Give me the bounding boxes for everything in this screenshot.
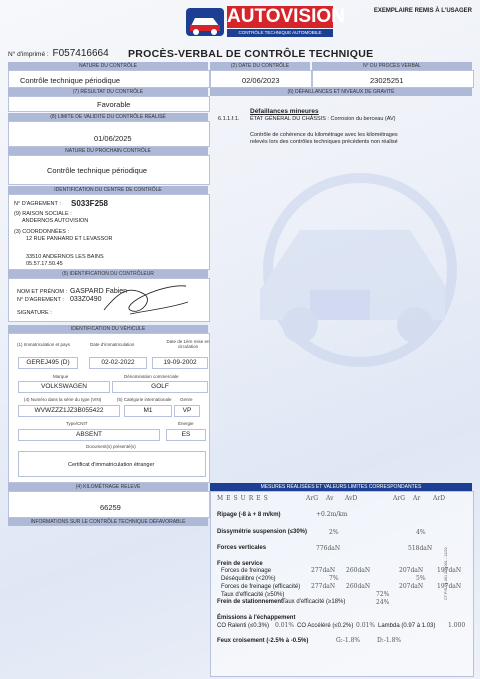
feux-label: Feux croisement (-2.5% à -0.5%) — [217, 638, 309, 644]
brand-logo — [185, 4, 345, 40]
forces-eff-3: 207daN — [399, 583, 424, 590]
denom-value: GOLF — [112, 381, 208, 393]
km-value: 66259 — [100, 503, 121, 512]
pv-value: 23025251 — [370, 76, 404, 85]
col-arg2: ArG — [393, 495, 405, 502]
controller-name-value: GASPARD Fabien — [70, 288, 128, 295]
centre-phone: 05.57.17.50.45 — [26, 261, 63, 267]
forces-av: 776daN — [316, 545, 341, 552]
first-circ-label: Date de 1ère mise en circulation — [166, 339, 210, 349]
marque-label: Marque — [53, 374, 69, 379]
dissym-av: 2% — [329, 529, 339, 536]
controller-agrement-label: N° D'AGREMENT : — [17, 297, 64, 303]
stationnement-sub: Taux d'efficacité (≥18%) — [282, 599, 346, 605]
measures-header: MESURES RÉALISÉES ET VALEURS LIMITES CORRESPONDANTES — [210, 483, 472, 491]
type-value: ABSENT — [18, 429, 160, 441]
lambda-value: 1.000 — [448, 622, 466, 629]
car-watermark-icon — [230, 170, 470, 370]
co-ralenti-label: CO Ralenti (≤0.3%) — [217, 623, 269, 629]
result-value: Favorable — [97, 100, 131, 109]
centre-coord-label: (3) COORDONNÉES : — [14, 229, 70, 235]
next-value: Contrôle technique périodique — [47, 166, 148, 175]
controller-agrement-value: 033Z0490 — [70, 296, 102, 303]
defect-line2: Contrôle de cohérence du kilométrage avec les kilométrages — [250, 132, 398, 138]
forces-label: Forces verticales — [217, 545, 267, 551]
stationnement-label: Frein de stationnement — [217, 599, 284, 605]
doc-title: PROCÈS-VERBAL DE CONTRÔLE TECHNIQUE — [128, 48, 374, 60]
lambda-label: Lambda (0.97 à 1.03) — [378, 623, 436, 629]
co-ralenti: 0.01% — [275, 622, 295, 629]
defect-line3: relevés lors des contrôles techniques précédents non réalisé — [250, 139, 398, 145]
co-accel: 0.01% — [356, 622, 376, 629]
forces-eff-2: 260daN — [346, 583, 371, 590]
date-value: 02/06/2023 — [242, 76, 280, 85]
emissions-title: Émissions à l'échappement — [217, 615, 296, 621]
nature-value: Contrôle technique périodique — [20, 76, 121, 85]
date-header: (2) DATE DU CONTRÔLE — [210, 62, 310, 70]
unfavorable-header: INFORMATIONS SUR LE CONTRÔLE TECHNIQUE DÉFAVORABLE — [8, 518, 208, 526]
defects-box — [210, 96, 472, 158]
validity-header: (8) LIMITE DE VALIDITÉ DU CONTRÔLE RÉALISÉ — [8, 113, 208, 121]
taux-label: Taux d'efficacité (≥50%) — [221, 592, 285, 598]
date-immat-label: Date d'immatriculation — [90, 342, 135, 347]
centre-raison-value: ANDERNOS AUTOVISION — [22, 218, 89, 224]
dissym-ar: 4% — [416, 529, 426, 536]
top-right-note: EXEMPLAIRE REMIS À L'USAGER — [373, 8, 472, 14]
immat-label: (1) Immatriculation et pays — [17, 342, 71, 347]
forces-ar: 518daN — [408, 545, 433, 552]
centre-raison-label: (9) RAISON SOCIALE : — [14, 211, 72, 217]
vehicle-header: IDENTIFICATION DU VÉHICULE — [8, 325, 208, 333]
col-ard: ArD — [433, 495, 446, 502]
col-av: Av — [326, 495, 334, 502]
defects-title: Défaillances mineures — [250, 108, 319, 115]
vin-value: WVWZZZ1JZ3B055422 — [18, 405, 120, 417]
defect-line1: ÉTAT GÉNÉRAL DU CHÂSSIS : Corrosion du berceau (AV) — [250, 116, 396, 122]
forces-eff-1: 277daN — [311, 583, 336, 590]
defects-header: (6) DÉFAILLANCES ET NIVEAUX DE GRAVITÉ — [210, 88, 472, 96]
ripage-label: Ripage (-8 à + 8 m/km) — [217, 512, 281, 518]
stationnement-value: 24% — [376, 599, 390, 606]
type-label: Type/CNIT — [66, 421, 88, 426]
deseq-av: 7% — [329, 575, 339, 582]
deseq-label: Déséquilibre (<20%) — [221, 576, 276, 582]
first-circ-value: 19-09-2002 — [152, 357, 208, 369]
nature-header: NATURE DU CONTRÔLE — [8, 62, 208, 70]
taux-value: 72% — [376, 591, 390, 598]
controller-signature-label: SIGNATURE : — [17, 310, 52, 316]
print-number-value: F057416664 — [52, 48, 109, 59]
denom-label: Dénomination commerciale — [124, 374, 179, 379]
centre-address: 12 RUE PANHARD ET LEVASSOR — [26, 236, 113, 242]
frein-forces-label: Forces de freinage — [221, 568, 272, 574]
col-avd: AvD — [345, 495, 358, 502]
forces-eff-4: 197daN — [437, 583, 462, 590]
frein-force-2: 260daN — [346, 567, 371, 574]
centre-agrement-label: N° D'AGREMENT : — [14, 201, 61, 207]
docs-label: Document(s) présenté(s) — [86, 444, 136, 449]
measures-head: MESURES — [217, 495, 271, 502]
frein-title: Frein de service — [217, 561, 263, 567]
cat-value: M1 — [124, 405, 172, 417]
deseq-ar: 5% — [416, 575, 426, 582]
km-header: (4) KILOMÉTRAGE RELEVÉ — [8, 483, 208, 491]
docs-value: Certificat d'immatriculation étranger — [68, 462, 155, 468]
cat-label: (5) Catégorie internationale — [117, 397, 172, 402]
brand-tagline: CONTRÔLE TECHNIQUE AUTOMOBILE — [227, 29, 333, 37]
genre-value: VP — [174, 405, 200, 417]
col-ar: Ar — [413, 495, 421, 502]
energie-label: Énergie — [178, 421, 194, 426]
genre-label: Genre — [180, 397, 193, 402]
result-header: (7) RÉSULTAT DU CONTRÔLE — [8, 88, 208, 96]
frein-force-3: 207daN — [399, 567, 424, 574]
validity-value: 01/06/2025 — [94, 134, 132, 143]
controller-name-label: NOM ET PRÉNOM : — [17, 289, 68, 295]
print-number — [8, 48, 109, 59]
feux-g: G:-1.8% — [336, 637, 361, 644]
vin-label: (4) Numéro dans la série du type (VIN) — [24, 397, 102, 402]
marque-value: VOLKSWAGEN — [18, 381, 110, 393]
defect-code: 6.1.1.f.1. — [218, 116, 240, 122]
forces-eff-label: Forces de freinage (efficacité) — [221, 584, 301, 590]
frein-force-1: 277daN — [311, 567, 336, 574]
immat-value: GEREJ495 (D) — [18, 357, 78, 369]
controller-header: (5) IDENTIFICATION DU CONTRÔLEUR — [8, 270, 208, 278]
ripage-value: +0.2m/km — [316, 511, 348, 518]
handwritten-signature — [100, 280, 190, 320]
centre-city: 33510 ANDERNOS LES BAINS — [26, 254, 104, 260]
feux-d: D:-1.8% — [377, 637, 402, 644]
brand-name: AUTOVISION — [227, 6, 345, 27]
next-header: NATURE DU PROCHAIN CONTRÔLE — [8, 147, 208, 155]
centre-header: IDENTIFICATION DU CENTRE DE CONTRÔLE — [8, 186, 208, 194]
print-number-label: N° d'imprimé : — [8, 51, 49, 58]
centre-agrement-value: S033F258 — [71, 199, 108, 208]
dissym-label: Dissymétrie suspension (≤30%) — [217, 529, 307, 535]
side-code: CT P/S VL 001 206 001 - 12/22 — [444, 547, 448, 600]
co-accel-label: CO Accéléré (≤0.2%) — [297, 623, 354, 629]
col-arg1: ArG — [306, 495, 318, 502]
pv-header: N° DU PROCÈS VERBAL — [312, 62, 472, 70]
date-immat-value: 02-02-2022 — [89, 357, 147, 369]
car-logo-icon — [185, 6, 225, 38]
energie-value: ES — [166, 429, 206, 441]
frein-force-4: 197daN — [437, 567, 462, 574]
